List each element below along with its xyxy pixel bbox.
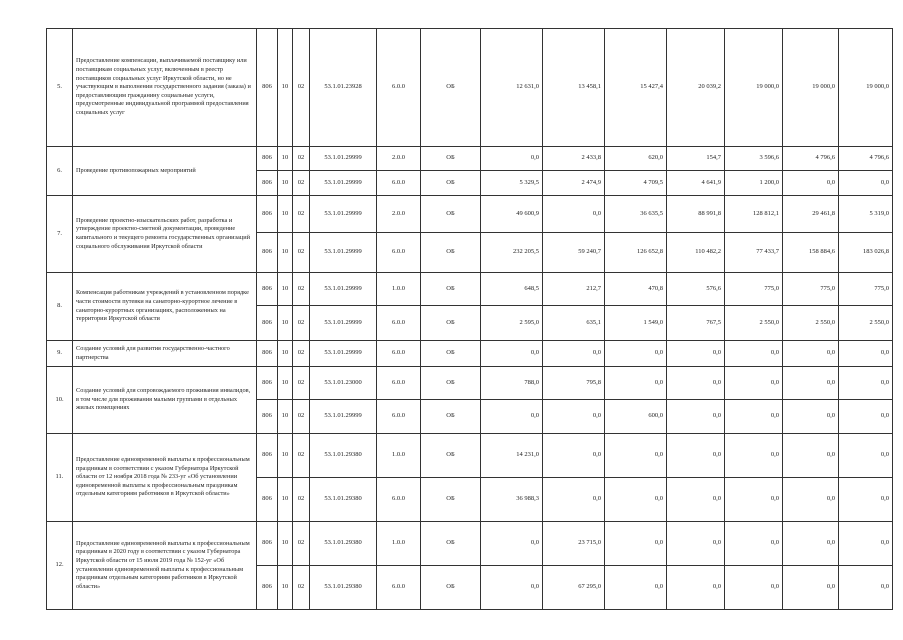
funding-amount: 0,0 — [605, 566, 667, 610]
funding-amount: 0,0 — [839, 434, 893, 478]
funding-source: ОБ — [421, 522, 481, 566]
funding-amount: 126 652,8 — [605, 233, 667, 273]
subsection-code: 02 — [293, 566, 310, 610]
row-number: 6. — [47, 147, 73, 196]
funding-amount: 88 991,8 — [667, 196, 725, 233]
funding-amount: 14 231,0 — [481, 434, 543, 478]
subsection-code: 02 — [293, 196, 310, 233]
funding-amount: 20 039,2 — [667, 29, 725, 147]
funding-amount: 0,0 — [605, 434, 667, 478]
funding-amount: 0,0 — [783, 171, 839, 196]
funding-amount: 4 709,5 — [605, 171, 667, 196]
row-number: 12. — [47, 522, 73, 610]
subsection-code: 02 — [293, 273, 310, 306]
expense-type-code: 6.0.0 — [377, 306, 421, 341]
funding-source: ОБ — [421, 566, 481, 610]
grbs-code: 806 — [257, 400, 278, 434]
funding-amount: 19 000,0 — [783, 29, 839, 147]
funding-amount: 0,0 — [543, 434, 605, 478]
funding-amount: 0,0 — [783, 566, 839, 610]
grbs-code: 806 — [257, 273, 278, 306]
funding-amount: 0,0 — [481, 400, 543, 434]
funding-amount: 0,0 — [725, 522, 783, 566]
table-row — [47, 341, 893, 367]
expense-type-code: 6.0.0 — [377, 171, 421, 196]
funding-amount: 470,8 — [605, 273, 667, 306]
funding-amount: 0,0 — [839, 522, 893, 566]
funding-amount: 775,0 — [839, 273, 893, 306]
subsection-code: 02 — [293, 400, 310, 434]
target-article-code: 53.1.01.29999 — [310, 306, 377, 341]
funding-amount: 158 884,6 — [783, 233, 839, 273]
funding-amount: 0,0 — [783, 341, 839, 367]
row-number: 11. — [47, 434, 73, 522]
funding-amount: 0,0 — [667, 566, 725, 610]
section-code: 10 — [278, 341, 293, 367]
funding-amount: 0,0 — [543, 341, 605, 367]
activity-name: Создание условий для развития государственно-частного партнерства — [73, 341, 257, 367]
funding-amount: 183 026,8 — [839, 233, 893, 273]
funding-amount: 5 329,5 — [481, 171, 543, 196]
target-article-code: 53.1.01.23000 — [310, 367, 377, 400]
expense-type-code: 1.0.0 — [377, 434, 421, 478]
target-article-code: 53.1.01.29999 — [310, 273, 377, 306]
subsection-code: 02 — [293, 341, 310, 367]
funding-amount: 0,0 — [783, 478, 839, 522]
funding-amount: 0,0 — [481, 566, 543, 610]
funding-amount: 0,0 — [543, 400, 605, 434]
funding-source: ОБ — [421, 400, 481, 434]
funding-amount: 0,0 — [839, 171, 893, 196]
funding-amount: 0,0 — [481, 522, 543, 566]
funding-amount: 19 000,0 — [839, 29, 893, 147]
funding-amount: 0,0 — [839, 400, 893, 434]
grbs-code: 806 — [257, 367, 278, 400]
subsection-code: 02 — [293, 233, 310, 273]
grbs-code: 806 — [257, 233, 278, 273]
funding-amount: 77 433,7 — [725, 233, 783, 273]
activity-name: Компенсация работникам учреждений в установленном порядке части стоимости путевки на санаторно-курортное лечение в санаторно-курортных организациях, расположенных на территории Иркутской области — [73, 273, 257, 341]
funding-amount: 0,0 — [725, 341, 783, 367]
funding-amount: 775,0 — [725, 273, 783, 306]
funding-amount: 1 200,0 — [725, 171, 783, 196]
funding-amount: 0,0 — [783, 522, 839, 566]
section-code: 10 — [278, 306, 293, 341]
section-code: 10 — [278, 478, 293, 522]
funding-amount: 795,8 — [543, 367, 605, 400]
funding-amount: 5 319,0 — [839, 196, 893, 233]
funding-amount: 212,7 — [543, 273, 605, 306]
funding-amount: 2 550,0 — [725, 306, 783, 341]
grbs-code: 806 — [257, 434, 278, 478]
funding-amount: 648,5 — [481, 273, 543, 306]
expense-type-code: 1.0.0 — [377, 273, 421, 306]
funding-amount: 110 482,2 — [667, 233, 725, 273]
funding-amount: 36 988,3 — [481, 478, 543, 522]
expense-type-code: 6.0.0 — [377, 367, 421, 400]
funding-amount: 0,0 — [667, 434, 725, 478]
funding-amount: 4 641,9 — [667, 171, 725, 196]
funding-amount: 0,0 — [605, 522, 667, 566]
subsection-code: 02 — [293, 434, 310, 478]
grbs-code: 806 — [257, 29, 278, 147]
activity-name: Создание условий для сопровождаемого проживания инвалидов, в том числе для проживания малыми группами в отдельных жилых помещениях — [73, 367, 257, 434]
table-row — [47, 522, 893, 566]
funding-amount: 620,0 — [605, 147, 667, 171]
funding-amount: 128 812,1 — [725, 196, 783, 233]
funding-amount: 3 596,6 — [725, 147, 783, 171]
expense-type-code: 6.0.0 — [377, 29, 421, 147]
funding-source: ОБ — [421, 478, 481, 522]
funding-amount: 0,0 — [839, 566, 893, 610]
funding-amount: 767,5 — [667, 306, 725, 341]
section-code: 10 — [278, 233, 293, 273]
funding-amount: 2 550,0 — [783, 306, 839, 341]
section-code: 10 — [278, 273, 293, 306]
subsection-code: 02 — [293, 522, 310, 566]
funding-source: ОБ — [421, 171, 481, 196]
target-article-code: 53.1.01.29999 — [310, 147, 377, 171]
funding-amount: 0,0 — [543, 196, 605, 233]
subsection-code: 02 — [293, 29, 310, 147]
funding-source: ОБ — [421, 29, 481, 147]
target-article-code: 53.1.01.29380 — [310, 478, 377, 522]
expense-type-code: 2.0.0 — [377, 196, 421, 233]
funding-amount: 0,0 — [839, 341, 893, 367]
section-code: 10 — [278, 171, 293, 196]
funding-amount: 0,0 — [783, 434, 839, 478]
funding-amount: 0,0 — [605, 478, 667, 522]
funding-amount: 15 427,4 — [605, 29, 667, 147]
funding-amount: 4 796,6 — [783, 147, 839, 171]
expense-type-code: 6.0.0 — [377, 566, 421, 610]
funding-source: ОБ — [421, 434, 481, 478]
funding-amount: 67 295,0 — [543, 566, 605, 610]
funding-amount: 0,0 — [783, 400, 839, 434]
target-article-code: 53.1.01.29999 — [310, 171, 377, 196]
funding-amount: 232 205,5 — [481, 233, 543, 273]
table-row — [47, 434, 893, 478]
funding-amount: 788,0 — [481, 367, 543, 400]
target-article-code: 53.1.01.29999 — [310, 400, 377, 434]
funding-amount: 0,0 — [543, 478, 605, 522]
grbs-code: 806 — [257, 522, 278, 566]
subsection-code: 02 — [293, 367, 310, 400]
funding-amount: 23 715,0 — [543, 522, 605, 566]
row-number: 7. — [47, 196, 73, 273]
funding-amount: 0,0 — [481, 147, 543, 171]
funding-amount: 29 461,8 — [783, 196, 839, 233]
target-article-code: 53.1.01.29999 — [310, 341, 377, 367]
funding-amount: 0,0 — [605, 341, 667, 367]
subsection-code: 02 — [293, 171, 310, 196]
funding-amount: 0,0 — [725, 400, 783, 434]
grbs-code: 806 — [257, 147, 278, 171]
expense-type-code: 2.0.0 — [377, 147, 421, 171]
funding-amount: 0,0 — [667, 400, 725, 434]
activity-name: Предоставление компенсации, выплачиваемой поставщику или поставщикам социальных услуг, включенным в реестр поставщиков социальных услуг Иркутской области, но не участвующим в выполнении государственного задания (заказа) и предоставляющим гражданину социальные услуги, предусмотренные индивидуальной программой предоставления социальных услуг — [73, 29, 257, 147]
section-code: 10 — [278, 196, 293, 233]
funding-amount: 19 000,0 — [725, 29, 783, 147]
funding-amount: 59 240,7 — [543, 233, 605, 273]
budget-table — [46, 28, 893, 610]
table-row — [47, 367, 893, 400]
section-code: 10 — [278, 147, 293, 171]
grbs-code: 806 — [257, 171, 278, 196]
section-code: 10 — [278, 434, 293, 478]
row-number: 10. — [47, 367, 73, 434]
funding-source: ОБ — [421, 306, 481, 341]
funding-source: ОБ — [421, 273, 481, 306]
activity-name: Проведение противопожарных мероприятий — [73, 147, 257, 196]
row-number: 9. — [47, 341, 73, 367]
table-row — [47, 147, 893, 171]
activity-name: Предоставление единовременной выплаты к профессиональным праздникам в 2020 году в соответствии с указом Губернатора Иркутской области от 15 июля 2019 года № 152-уг «Об установлении единовременной выплаты к профессиональным праздникам отдельным категориям работников в Иркутской области» — [73, 522, 257, 610]
funding-amount: 775,0 — [783, 273, 839, 306]
funding-amount: 12 631,0 — [481, 29, 543, 147]
funding-amount: 600,0 — [605, 400, 667, 434]
expense-type-code: 6.0.0 — [377, 400, 421, 434]
funding-amount: 0,0 — [667, 367, 725, 400]
funding-amount: 0,0 — [725, 478, 783, 522]
funding-amount: 49 600,9 — [481, 196, 543, 233]
funding-amount: 0,0 — [725, 434, 783, 478]
funding-amount: 1 549,0 — [605, 306, 667, 341]
target-article-code: 53.1.01.29999 — [310, 233, 377, 273]
funding-source: ОБ — [421, 367, 481, 400]
section-code: 10 — [278, 400, 293, 434]
activity-name: Проведение проектно-изыскательских работ, разработка и утверждение проектно-сметной документации, проведение капитального и текущего ремонта государственных организаций социального обслуживания Иркутской области — [73, 196, 257, 273]
target-article-code: 53.1.01.29380 — [310, 434, 377, 478]
funding-amount: 0,0 — [725, 367, 783, 400]
subsection-code: 02 — [293, 478, 310, 522]
target-article-code: 53.1.01.29380 — [310, 566, 377, 610]
grbs-code: 806 — [257, 566, 278, 610]
section-code: 10 — [278, 367, 293, 400]
funding-amount: 0,0 — [839, 478, 893, 522]
funding-amount: 2 433,8 — [543, 147, 605, 171]
subsection-code: 02 — [293, 306, 310, 341]
grbs-code: 806 — [257, 306, 278, 341]
subsection-code: 02 — [293, 147, 310, 171]
expense-type-code: 6.0.0 — [377, 478, 421, 522]
grbs-code: 806 — [257, 341, 278, 367]
table-row — [47, 273, 893, 306]
target-article-code: 53.1.01.29999 — [310, 196, 377, 233]
funding-amount: 2 595,0 — [481, 306, 543, 341]
row-number: 5. — [47, 29, 73, 147]
funding-amount: 13 458,1 — [543, 29, 605, 147]
table-row — [47, 196, 893, 233]
funding-amount: 0,0 — [725, 566, 783, 610]
funding-amount: 154,7 — [667, 147, 725, 171]
expense-type-code: 6.0.0 — [377, 233, 421, 273]
funding-amount: 0,0 — [481, 341, 543, 367]
funding-amount: 576,6 — [667, 273, 725, 306]
target-article-code: 53.1.01.29380 — [310, 522, 377, 566]
funding-source: ОБ — [421, 233, 481, 273]
funding-source: ОБ — [421, 341, 481, 367]
row-number: 8. — [47, 273, 73, 341]
funding-amount: 0,0 — [839, 367, 893, 400]
funding-amount: 0,0 — [667, 522, 725, 566]
funding-amount: 0,0 — [605, 367, 667, 400]
funding-amount: 0,0 — [783, 367, 839, 400]
activity-name: Предоставление единовременной выплаты к профессиональным праздникам в соответствии с указом Губернатора Иркутской области от 12 ноября 2018 года № 233-уг «Об установлении единовременной выплаты к профессиональным праздникам отдельным категориям работников в Иркутской области» — [73, 434, 257, 522]
funding-amount: 0,0 — [667, 478, 725, 522]
funding-amount: 36 635,5 — [605, 196, 667, 233]
funding-amount: 2 550,0 — [839, 306, 893, 341]
grbs-code: 806 — [257, 478, 278, 522]
grbs-code: 806 — [257, 196, 278, 233]
funding-amount: 2 474,9 — [543, 171, 605, 196]
table-row — [47, 29, 893, 147]
section-code: 10 — [278, 522, 293, 566]
funding-amount: 0,0 — [667, 341, 725, 367]
expense-type-code: 1.0.0 — [377, 522, 421, 566]
target-article-code: 53.1.01.23928 — [310, 29, 377, 147]
funding-source: ОБ — [421, 147, 481, 171]
expense-type-code: 6.0.0 — [377, 341, 421, 367]
section-code: 10 — [278, 29, 293, 147]
funding-source: ОБ — [421, 196, 481, 233]
section-code: 10 — [278, 566, 293, 610]
funding-amount: 4 796,6 — [839, 147, 893, 171]
funding-amount: 635,1 — [543, 306, 605, 341]
